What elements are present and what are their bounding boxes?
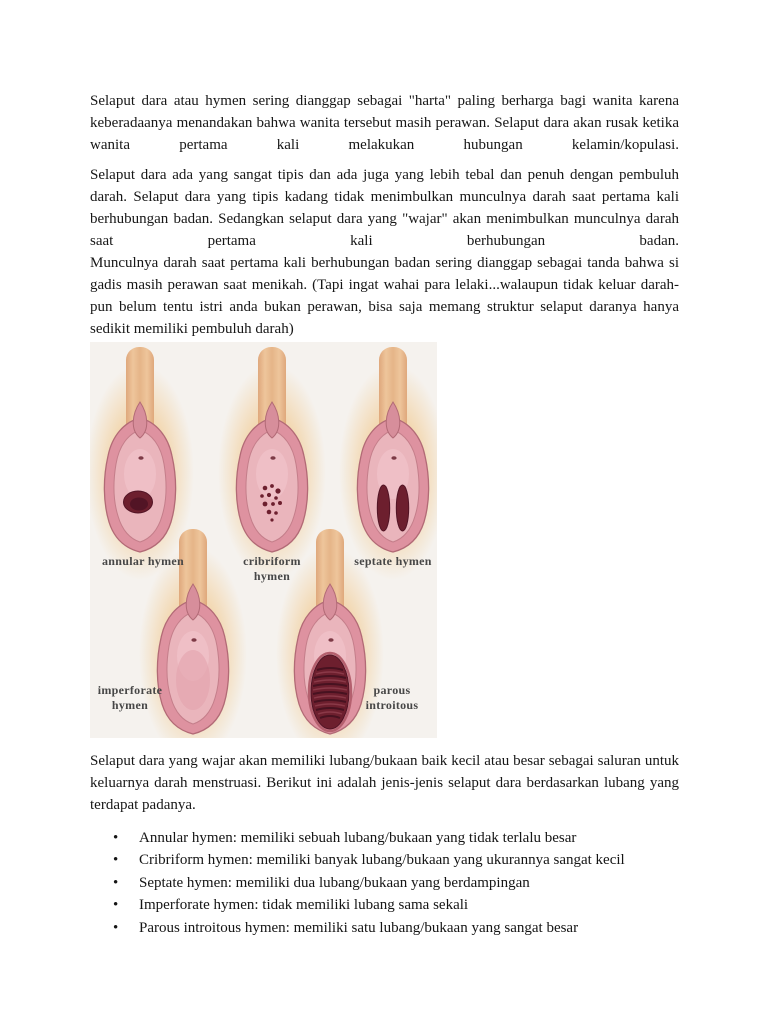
hymen-types-illustration [90, 342, 437, 738]
list-item-text: Parous introitous hymen: memiliki satu lubang/bukaan yang sangat besar [139, 919, 579, 936]
bullet-icon: • [113, 874, 119, 891]
bullet-icon: • [113, 830, 119, 846]
bullet-icon: • [113, 919, 119, 936]
list-item [113, 849, 679, 871]
figure-label-imperforate: imperforate hymen [97, 683, 163, 712]
paragraph-intro: Selaput dara atau hymen sering dianggap sebagai "harta" paling berharga bagi wanita karena keberadaanya menandakan bahwa wanita tersebut masih perawan. Selaput dara akan rusak ketika wanita pertama kali melakukan hubungan kelamin/kopulasi. [90, 93, 679, 153]
list-item-text: Imperforate hymen: tidak memiliki lubang sama sekali [139, 897, 469, 914]
hymen-types-list [113, 827, 679, 939]
list-item-text: Annular hymen: memiliki sebuah lubang/bukaan yang tidak terlalu besar [139, 830, 577, 846]
paragraph-types-intro: Selaput dara yang wajar akan memiliki lubang/bukaan baik kecil atau besar sebagai saluran untuk keluarnya darah menstruasi. Berikut ini adalah jenis-jenis selaput dara berdasarkan lubang yang terdapat padanya. [90, 753, 679, 813]
figure-label-annular: annular hymen [101, 554, 185, 568]
paragraph-blood: Munculnya darah saat pertama kali berhubungan badan sering dianggap sebagai tanda bahwa si gadis masih perawan saat menikah. (Tapi ingat wahai para lelaki...walaupun tidak keluar darah-pun belum tentu istri anda bukan perawan, bisa saja memang struktur selaput daranya hanya sedikit memiliki pembuluh darah) [90, 255, 679, 337]
figure-label-cribriform: cribriform hymen [243, 554, 301, 583]
figure-label-parous: parous introitous [365, 683, 419, 712]
list-item-text: Septate hymen: memiliki dua lubang/bukaan yang berdampingan [139, 874, 530, 891]
list-item [113, 917, 679, 939]
hymen-illustration-svg [90, 342, 437, 738]
bullet-icon: • [113, 897, 119, 914]
list-item [113, 894, 679, 916]
paragraph-thickness: Selaput dara ada yang sangat tipis dan ada juga yang lebih tebal dan penuh dengan pembuluh darah. Selaput dara yang tipis kadang tidak menimbulkan munculnya darah saat pertama kali berhubungan badan. Sedangkan selaput dara yang "wajar" akan menimbulkan munculnya darah saat pertama kali berhubungan badan. [90, 167, 679, 249]
figure-label-septate: septate hymen [354, 554, 432, 568]
list-item [113, 872, 679, 894]
list-item [113, 827, 679, 849]
list-item-text: Cribriform hymen: memiliki banyak lubang/bukaan yang ukurannya sangat kecil [139, 852, 625, 869]
bullet-icon: • [113, 852, 119, 869]
